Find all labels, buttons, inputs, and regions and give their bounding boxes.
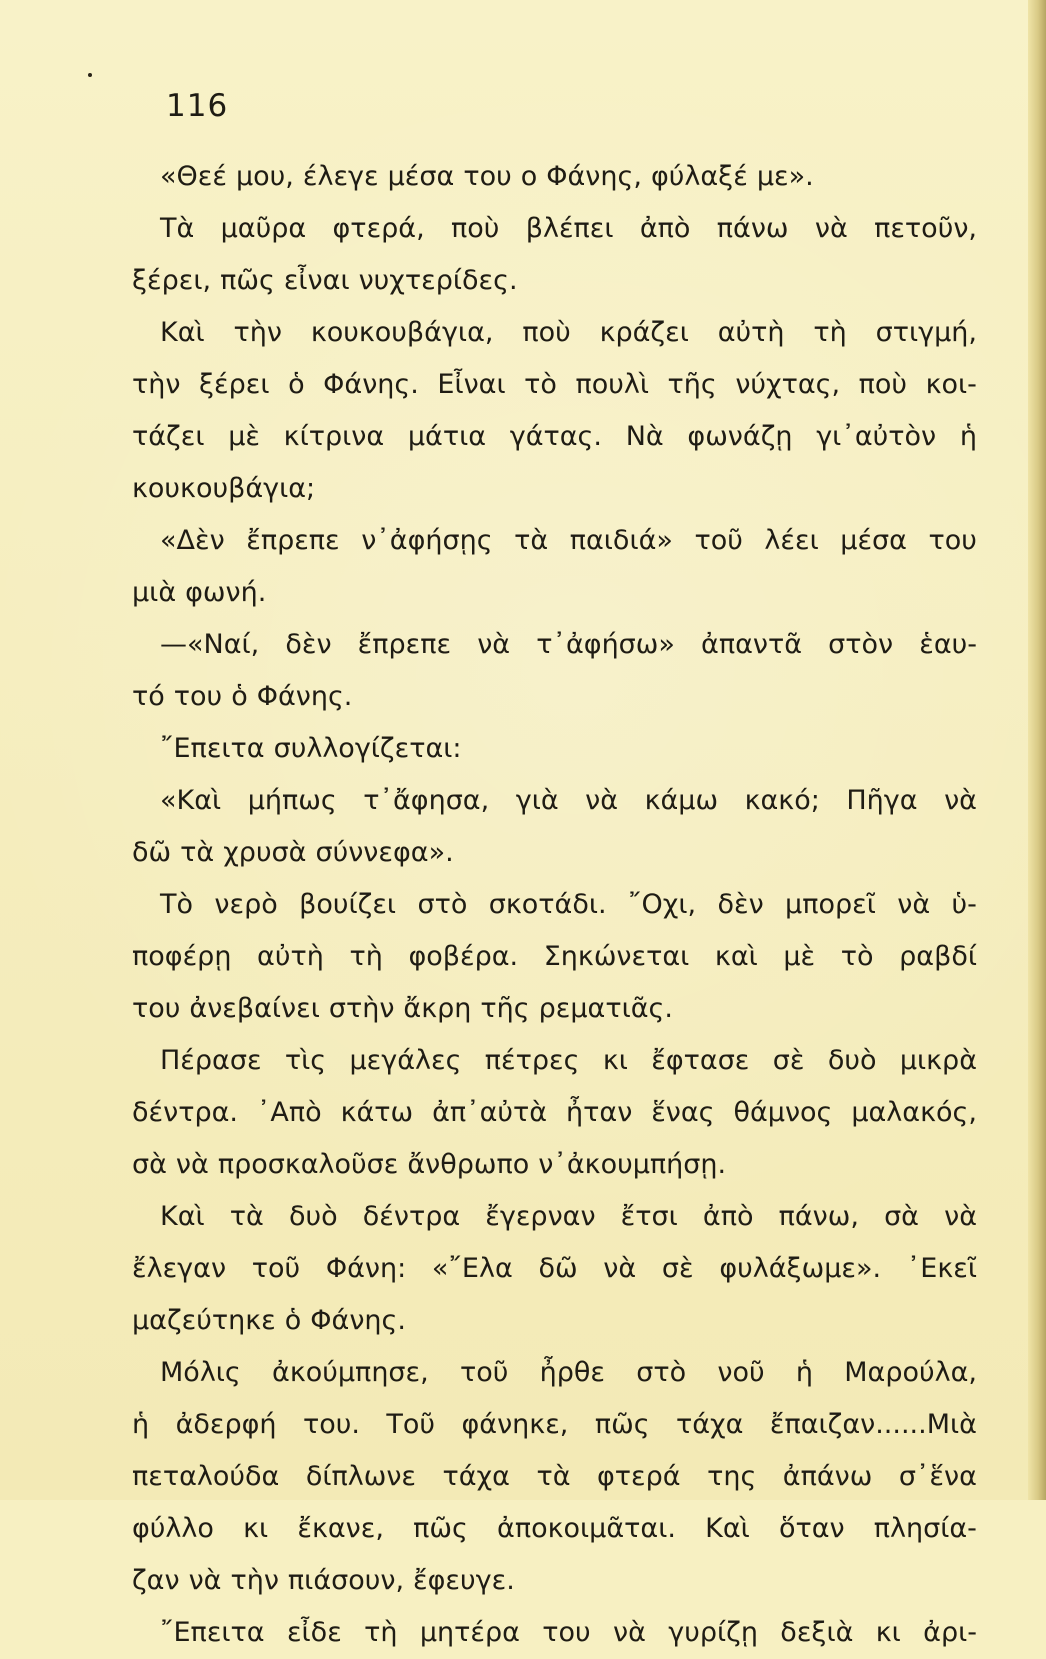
text-word: πετοῦν,: [874, 213, 977, 244]
text-word: τὰ: [514, 525, 549, 556]
text-word: ἔγερναν: [485, 1201, 596, 1232]
text-word: παιδιά»: [569, 525, 673, 556]
text-word: κάτω: [340, 1097, 414, 1128]
text-word: ῎Επειτα: [160, 1617, 265, 1648]
text-word: μήπως: [247, 785, 337, 816]
text-word: Καὶ: [160, 1201, 205, 1232]
text-word: ξέρει,: [132, 265, 212, 296]
text-word: ο: [520, 161, 538, 192]
text-word: ποφέρῃ: [132, 941, 232, 972]
text-word: —«Ναί,: [160, 629, 260, 660]
text-word: νὰ: [944, 785, 977, 816]
text-word: ζαν: [132, 1565, 180, 1596]
text-word: δῶ: [538, 1253, 578, 1284]
text-word: πεταλούδα: [132, 1461, 280, 1492]
text-word: ποὺ: [858, 369, 908, 400]
text-word: δῶ: [132, 837, 172, 868]
text-line: [132, 515, 977, 567]
text-word: του: [542, 1617, 591, 1648]
text-word: νὰ: [613, 1617, 646, 1648]
text-word: σὲ: [772, 1045, 805, 1076]
text-word: γι᾽αὐτὸν: [816, 421, 937, 452]
text-word: φωνάζῃ: [687, 421, 793, 452]
text-word: πάνω,: [778, 1201, 859, 1232]
text-word: γάτας.: [509, 421, 602, 452]
text-word: μάτια: [407, 421, 487, 452]
text-line: [132, 1555, 977, 1607]
text-word: του: [132, 993, 181, 1024]
text-word: ἔφευγε.: [413, 1565, 515, 1596]
text-word: νύχτας,: [735, 369, 841, 400]
text-line: [132, 567, 977, 619]
text-word: πῶς: [413, 1513, 468, 1544]
text-word: τοῦ: [694, 525, 743, 556]
text-word: δέντρα: [362, 1201, 461, 1232]
text-line: [132, 1399, 977, 1451]
text-word: ἑαυ-: [919, 629, 977, 660]
text-word: τὴ: [813, 317, 847, 348]
text-word: ρεματιᾶς.: [538, 993, 673, 1024]
text-word: του.: [302, 1409, 360, 1440]
text-word: δέντρα.: [132, 1097, 238, 1128]
text-word: Φάνη:: [325, 1253, 407, 1284]
text-word: εἶναι: [283, 265, 350, 296]
text-word: κουκουβάγια,: [310, 317, 494, 348]
text-word: νὰ: [897, 889, 931, 920]
text-line: [132, 671, 977, 723]
text-word: ἄνθρωπο: [407, 1149, 530, 1180]
text-word: τάχα: [675, 1409, 744, 1440]
text-word: τὰ: [536, 1461, 571, 1492]
text-word: Μόλις: [160, 1357, 241, 1388]
text-word: τὴν: [132, 369, 181, 400]
text-word: αὐτὴ: [257, 941, 324, 972]
text-word: αὐτὴ: [717, 317, 785, 348]
text-word: νὰ: [477, 629, 511, 660]
text-word: μαῦρα: [220, 213, 307, 244]
text-word: φύλαξέ: [650, 161, 748, 192]
text-word: ν᾽ἀφήσῃς: [361, 525, 493, 556]
text-word: τ᾽ἀφήσω»: [536, 629, 675, 660]
text-word: πῶς: [220, 265, 275, 296]
text-word: ἀπὸ: [702, 1201, 754, 1232]
text-word: σὰ: [132, 1149, 167, 1180]
text-word: τ᾽ἄφησα,: [363, 785, 490, 816]
text-word: νὰ: [188, 1565, 222, 1596]
text-word: ἔκανε,: [297, 1513, 384, 1544]
text-word: ἀρι-: [923, 1617, 977, 1648]
text-word: πιάσουν,: [287, 1565, 405, 1596]
text-line: [132, 411, 977, 463]
text-word: ἀδερφή: [175, 1409, 277, 1440]
text-word: δυὸ: [288, 1201, 338, 1232]
text-word: τὰ: [180, 837, 215, 868]
text-word: Τὸ: [160, 889, 194, 920]
text-word: κράζει: [599, 317, 689, 348]
text-word: της: [707, 1461, 757, 1492]
text-word: Φάνης.: [256, 681, 353, 712]
text-line: [132, 1087, 977, 1139]
text-word: δὲν: [285, 629, 332, 660]
text-word: τὴ: [364, 1617, 398, 1648]
text-word: Τοῦ: [386, 1409, 436, 1440]
text-word: μὲ: [783, 941, 816, 972]
text-word: ἔλεγαν: [132, 1253, 227, 1284]
text-line: [132, 463, 977, 515]
text-word: ᾽Εκεῖ: [906, 1253, 977, 1284]
text-word: φτερά,: [332, 213, 425, 244]
text-word: μικρὰ: [899, 1045, 977, 1076]
text-word: ἔπρεπε: [357, 629, 452, 660]
text-word: θάμνος: [733, 1097, 833, 1128]
text-word: νὰ: [175, 1149, 209, 1180]
text-word: Καὶ: [160, 317, 205, 348]
text-line: [132, 1243, 977, 1295]
text-line: [132, 1191, 977, 1243]
text-word: ῎Οχι,: [627, 889, 697, 920]
text-line: [132, 1295, 977, 1347]
text-word: τοῦ: [459, 1357, 509, 1388]
text-word: μέσα: [840, 525, 907, 556]
text-word: συλλογίζεται:: [273, 733, 462, 764]
text-line: [132, 827, 977, 879]
text-word: πῶς: [594, 1409, 650, 1440]
text-word: φτερά: [596, 1461, 681, 1492]
text-line: [132, 1607, 977, 1659]
text-line: [132, 151, 977, 203]
text-word: ἔτσι: [620, 1201, 678, 1232]
text-word: ἀπάνω: [782, 1461, 873, 1492]
text-word: ἄκρη: [403, 993, 472, 1024]
text-word: μητέρα: [419, 1617, 520, 1648]
text-word: τὰ: [229, 1201, 264, 1232]
text-word: νυχτερίδες.: [358, 265, 518, 296]
text-word: κουκουβάγια;: [132, 473, 316, 504]
text-line: [132, 723, 977, 775]
page-edge-shadow: [1028, 0, 1046, 1500]
text-word: νερὸ: [214, 889, 278, 920]
text-word: κοι-: [925, 369, 977, 400]
text-word: τὴν: [230, 1565, 279, 1596]
text-word: εἶδε: [286, 1617, 342, 1648]
text-line: [132, 255, 977, 307]
text-word: ὑ-: [951, 889, 977, 920]
text-word: ὁ: [288, 369, 305, 400]
text-word: στὸ: [636, 1357, 687, 1388]
text-word: σὰ: [884, 1201, 919, 1232]
text-word: ᾽Απὸ: [256, 1097, 322, 1128]
page-number: 116: [166, 88, 229, 124]
text-word: καὶ: [714, 941, 758, 972]
text-word: Τὰ: [160, 213, 195, 244]
text-word: σ᾽ἕνα: [898, 1461, 977, 1492]
text-word: γιὰ: [515, 785, 559, 816]
text-word: φωνή.: [185, 577, 267, 608]
text-word: νὰ: [944, 1201, 977, 1232]
text-word: μπορεῖ: [785, 889, 876, 920]
text-word: φοβέρα.: [408, 941, 519, 972]
text-line: [132, 619, 977, 671]
text-word: «Θεέ: [160, 161, 227, 192]
text-word: τάχα: [442, 1461, 510, 1492]
text-word: ὁ: [284, 1305, 302, 1336]
text-word: στιγμή,: [875, 317, 977, 348]
text-word: πάνω: [716, 213, 789, 244]
text-word: μαζεύτηκε: [132, 1305, 276, 1336]
text-word: βουίζει: [299, 889, 397, 920]
text-word: ἀκούμπησε,: [272, 1357, 429, 1388]
text-word: ἦρθε: [539, 1357, 605, 1388]
text-word: τὴ: [349, 941, 383, 972]
text-word: ἀνεβαίνει: [189, 993, 320, 1024]
text-word: ποὺ: [522, 317, 571, 348]
text-word: σκοτάδι.: [488, 889, 607, 920]
text-word: τοῦ: [251, 1253, 301, 1284]
text-word: με».: [756, 161, 814, 192]
text-word: ἡ: [132, 1409, 150, 1440]
text-word: τὸ: [840, 941, 874, 972]
text-word: τάζει: [132, 421, 205, 452]
text-word: Φάνης.: [310, 1305, 406, 1336]
text-word: τὶς: [284, 1045, 327, 1076]
text-word: του: [173, 681, 223, 712]
text-line: [132, 1451, 977, 1503]
text-line: [132, 983, 977, 1035]
text-word: κι: [243, 1513, 269, 1544]
text-word: προσκαλοῦσε: [217, 1149, 399, 1180]
text-word: νὰ: [814, 213, 848, 244]
text-word: ξέρει: [199, 369, 270, 400]
text-word: Πῆγα: [846, 785, 918, 816]
text-word: Καὶ: [705, 1513, 750, 1544]
text-word: πέτρες: [484, 1045, 580, 1076]
text-word: γυρίζῃ: [668, 1617, 758, 1648]
text-word: Πέρασε: [160, 1045, 262, 1076]
text-word: φύλλο: [132, 1513, 214, 1544]
text-word: στὴν: [328, 993, 395, 1024]
text-word: σὲ: [661, 1253, 694, 1284]
text-word: Εἶναι: [437, 369, 506, 400]
text-line: [132, 307, 977, 359]
text-word: έλεγε: [302, 161, 379, 192]
text-line: [132, 931, 977, 983]
text-word: δεξιὰ: [780, 1617, 854, 1648]
text-word: κάμω: [644, 785, 719, 816]
text-word: βλέπει: [525, 213, 614, 244]
text-line: [132, 1503, 977, 1555]
text-word: νοῦ: [717, 1357, 765, 1388]
text-word: κίτρινα: [283, 421, 385, 452]
text-word: Σηκώνεται: [543, 941, 690, 972]
text-word: πλησία-: [873, 1513, 977, 1544]
text-word: Νὰ: [625, 421, 664, 452]
text-word: δυὸ: [827, 1045, 877, 1076]
text-word: μιὰ: [132, 577, 177, 608]
text-word: ἡ: [795, 1357, 813, 1388]
text-word: κι: [602, 1045, 628, 1076]
text-word: μου,: [235, 161, 294, 192]
text-word: φυλάξωμε».: [719, 1253, 882, 1284]
text-word: μαλακός,: [851, 1097, 977, 1128]
text-word: ποὺ: [451, 213, 500, 244]
text-word: ἕνας: [651, 1097, 715, 1128]
text-word: χρυσὰ: [223, 837, 307, 868]
text-word: τῆς: [667, 369, 717, 400]
text-word: δίπλωνε: [305, 1461, 417, 1492]
text-word: σύννεφα».: [315, 837, 454, 868]
text-word: ἔφτασε: [651, 1045, 750, 1076]
text-word: στὸν: [828, 629, 894, 660]
text-word: Φάνης.: [323, 369, 419, 400]
text-line: [132, 203, 977, 255]
text-line: [132, 1347, 977, 1399]
text-word: δὲν: [717, 889, 764, 920]
text-word: τό: [132, 681, 165, 712]
text-word: ἔπαιζαν......Μιὰ: [769, 1409, 977, 1440]
text-word: τῆς: [480, 993, 530, 1024]
text-word: ἀποκοιμᾶται.: [497, 1513, 676, 1544]
text-word: Μαρούλα,: [844, 1357, 977, 1388]
text-word: ἡ: [959, 421, 977, 452]
text-word: νὰ: [585, 785, 619, 816]
text-word: «Καὶ: [160, 785, 222, 816]
text-word: ἦταν: [566, 1097, 633, 1128]
text-line: [132, 879, 977, 931]
text-word: ἀπὸ: [639, 213, 691, 244]
text-word: νὰ: [603, 1253, 637, 1284]
text-word: ἀπαντᾶ: [701, 629, 803, 660]
ink-speck: [88, 73, 92, 77]
text-word: ὁ: [231, 681, 248, 712]
text-word: του: [463, 161, 512, 192]
text-line: [132, 359, 977, 411]
text-word: μέσα: [387, 161, 455, 192]
text-word: ἀπ᾽αὐτὰ: [432, 1097, 548, 1128]
text-word: ῎Επειτα: [160, 733, 265, 764]
text-word: μεγάλες: [349, 1045, 462, 1076]
text-word: φάνηκε,: [461, 1409, 569, 1440]
text-word: στὸ: [417, 889, 468, 920]
text-line: [132, 775, 977, 827]
text-word: πουλὶ: [575, 369, 649, 400]
text-word: «Δὲν: [160, 525, 225, 556]
text-word: τὸ: [524, 369, 557, 400]
text-word: κακό;: [744, 785, 820, 816]
text-line: [132, 1035, 977, 1087]
text-word: κι: [875, 1617, 901, 1648]
text-word: του: [928, 525, 977, 556]
text-word: ὅταν: [778, 1513, 845, 1544]
text-word: μὲ: [228, 421, 260, 452]
text-word: «῎Ελα: [431, 1253, 513, 1284]
text-word: λέει: [764, 525, 819, 556]
text-word: ραβδί: [899, 941, 977, 972]
text-word: τὴν: [233, 317, 282, 348]
text-line: [132, 1139, 977, 1191]
text-word: Φάνης,: [546, 161, 642, 192]
text-word: ν᾽ἀκουμπήσῃ.: [538, 1149, 727, 1180]
text-word: ἔπρεπε: [246, 525, 340, 556]
body-text: [132, 151, 977, 1659]
